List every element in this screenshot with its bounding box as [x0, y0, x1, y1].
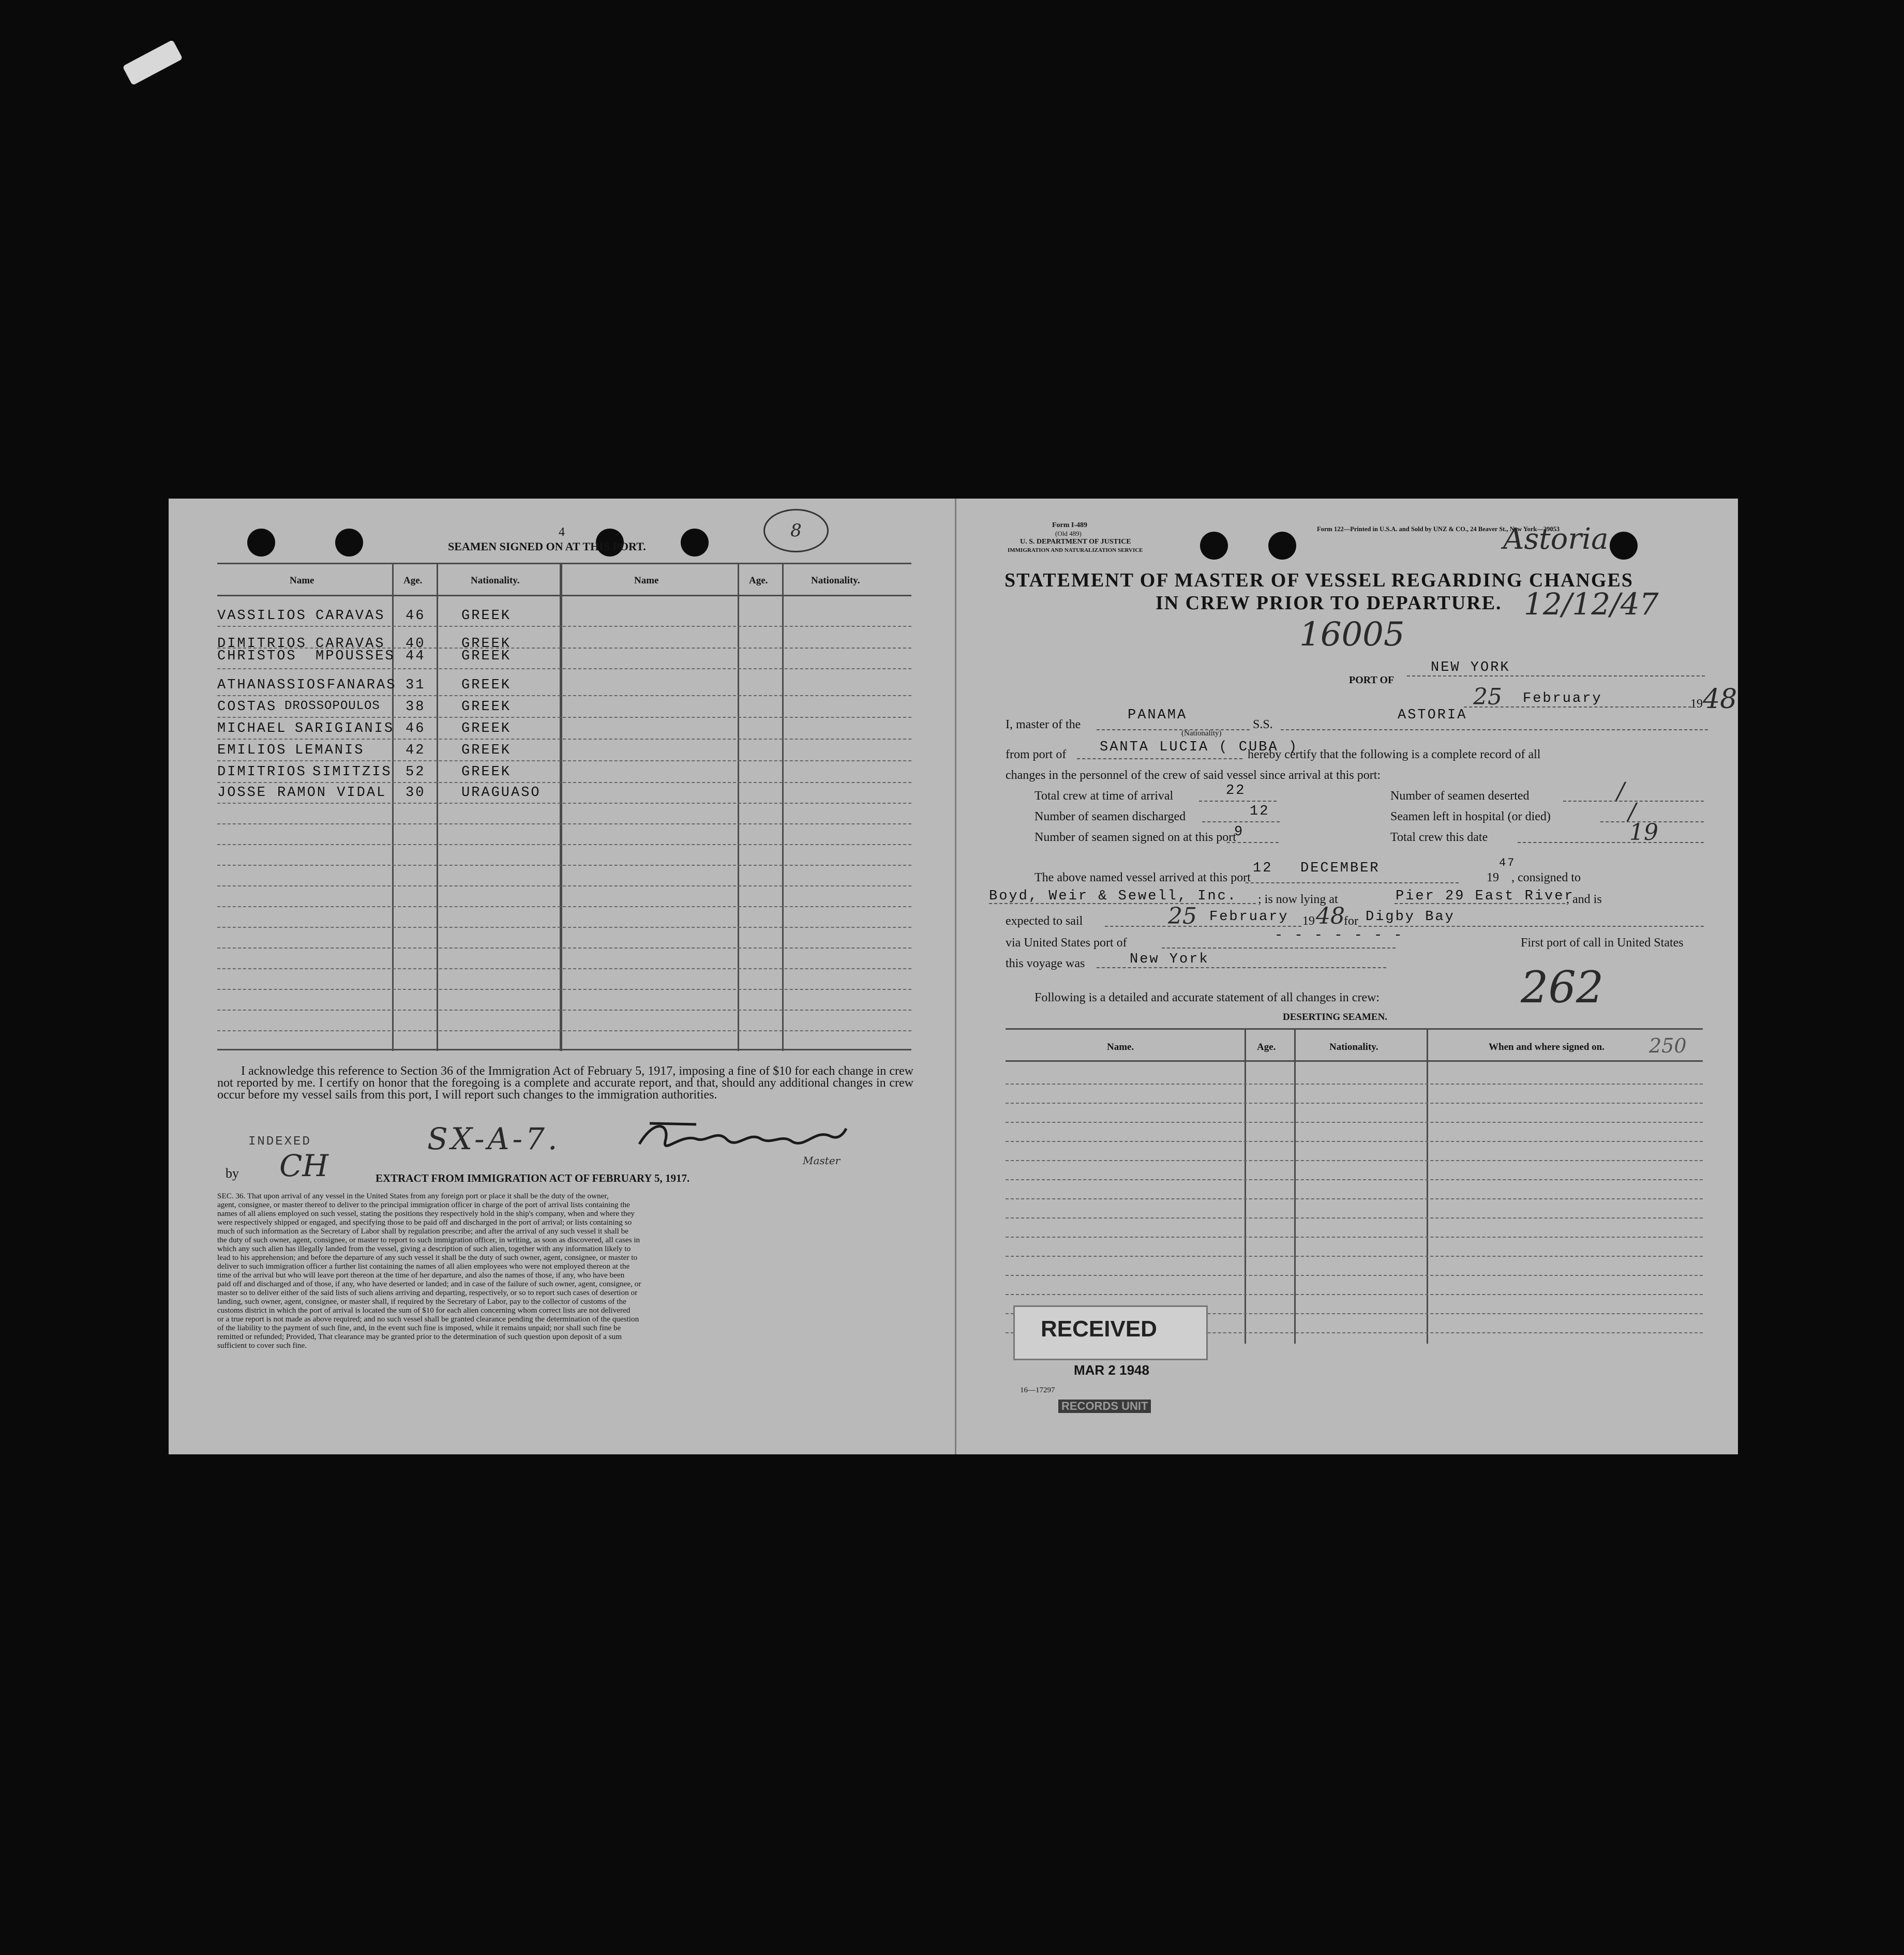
voyage-value: New York	[1130, 952, 1209, 967]
seamen-hospital-value: /	[1628, 799, 1636, 825]
table-row	[1006, 1141, 1703, 1161]
table-row: MICHAEL SARIGIANIS 46 GREEK	[217, 718, 911, 740]
handwritten-date: 12/12/47	[1524, 586, 1659, 622]
vessel-name: ASTORIA	[1398, 708, 1467, 723]
total-crew-date-label: Total crew this date	[1390, 831, 1488, 844]
col-header-nationality: Nationality.	[1329, 1042, 1378, 1052]
table-row	[1006, 1256, 1703, 1276]
consigned-label: , consigned to	[1511, 871, 1581, 884]
handwritten-number: 16005	[1299, 615, 1405, 654]
changes-text: changes in the personnel of the crew of said vessel since arrival at this port:	[1006, 769, 1381, 782]
received-date: MAR 2 1948	[1074, 1362, 1149, 1378]
master-signature	[634, 1113, 851, 1160]
handwritten-top: Astoria	[1503, 522, 1609, 556]
from-port-value: SANTA LUCIA ( CUBA )	[1100, 740, 1299, 755]
expected-day: 25	[1168, 903, 1197, 929]
table-row	[217, 844, 911, 866]
date-year: 48	[1703, 684, 1737, 715]
arrived-month: DECEMBER	[1300, 861, 1380, 876]
from-port-label: from port of	[1006, 748, 1067, 761]
table-row	[1006, 1103, 1703, 1123]
table-row	[217, 823, 911, 845]
nationality-value: PANAMA	[1128, 708, 1188, 723]
col-header-age: Age.	[403, 575, 423, 586]
extract-title: EXTRACT FROM IMMIGRATION ACT OF FEBRUARY 5, 1917.	[376, 1172, 690, 1184]
total-crew-arrival-value: 22	[1226, 783, 1246, 799]
for-label: for	[1344, 914, 1358, 928]
records-unit-stamp: RECORDS UNIT	[1058, 1400, 1151, 1413]
department: U. S. DEPARTMENT OF JUSTICE	[1020, 538, 1131, 546]
total-crew-date-value: 19	[1629, 819, 1658, 846]
indexed-stamp: INDEXED	[248, 1135, 311, 1149]
col-header-name: Name.	[1107, 1042, 1134, 1052]
table-row	[1006, 1160, 1703, 1180]
indexed-by-label: by	[226, 1166, 239, 1181]
circled-mark: 8	[763, 509, 829, 552]
document-sheet	[169, 499, 1738, 1454]
seamen-deserted-value: /	[1617, 778, 1625, 804]
date-day: 25	[1473, 684, 1502, 710]
table-row	[217, 803, 911, 824]
page-fold	[955, 499, 956, 1454]
seamen-hospital-label: Seamen left in hospital (or died)	[1390, 810, 1551, 823]
form-code: 16—17297	[1020, 1386, 1055, 1394]
master-of-label: I, master of the	[1006, 718, 1081, 731]
table-row	[1006, 1122, 1703, 1142]
arrived-label: The above named vessel arrived at this port	[1035, 871, 1251, 884]
table-row	[217, 865, 911, 886]
punch-hole	[335, 529, 363, 557]
certify-text: hereby certify that the following is a complete record of all	[1248, 748, 1541, 761]
table-row	[1006, 1084, 1703, 1104]
seamen-signed-table	[217, 563, 911, 1051]
col-header-nationality-2: Nationality.	[811, 575, 860, 586]
table-row	[217, 1010, 911, 1031]
punch-hole	[1610, 532, 1638, 560]
col-header-nationality: Nationality.	[471, 575, 520, 586]
col-header-age-2: Age.	[749, 575, 768, 586]
for-value: Digby Bay	[1366, 909, 1455, 925]
total-crew-arrival-label: Total crew at time of arrival	[1035, 789, 1174, 803]
table-row	[217, 989, 911, 1011]
seamen-signed-label: Number of seamen signed on at this port	[1035, 831, 1236, 844]
col-header-age: Age.	[1257, 1042, 1276, 1052]
via-value: - - - - - - -	[1275, 928, 1404, 943]
acknowledgement-text: I acknowledge this reference to Section 36 of the Immigration Act of February 5, 1917, imposing a fine of $10 for each change in crew not reported by me. I certify on honor that the foregoing is a complete and accurate report, and that, should any additional changes in crew occur before my vessel sails from this port, I will report such changes to the immigration authorities.	[217, 1064, 913, 1102]
expected-label: expected to sail	[1006, 914, 1083, 928]
received-stamp: RECEIVED	[1013, 1305, 1208, 1360]
col-header-signed-on: When and where signed on.	[1489, 1042, 1605, 1052]
table-row: ATHANASSIOS FANARAS 31 GREEK	[217, 674, 911, 696]
expected-month: February	[1209, 909, 1289, 925]
following-label: Following is a detailed and accurate statement of all changes in crew:	[1035, 991, 1380, 1004]
film-speck	[123, 40, 183, 86]
table-row	[1006, 1217, 1703, 1238]
deserting-seamen-label: DESERTING SEAMEN.	[1283, 1012, 1388, 1022]
form-old: (Old 489)	[1055, 530, 1082, 537]
table-row	[1006, 1237, 1703, 1257]
arrived-year: 47	[1499, 856, 1516, 869]
table-row: VASSILIOS CARAVAS 46 GREEK	[217, 605, 911, 627]
col-header-name: Name	[290, 575, 314, 586]
table-row	[217, 885, 911, 907]
table-row	[1006, 1198, 1703, 1219]
form-title-line2: IN CREW PRIOR TO DEPARTURE.	[1156, 592, 1502, 614]
and-is-label: , and is	[1566, 893, 1602, 906]
extract-body: SEC. 36. That upon arrival of any vessel in the United States from any foreign port or place it shall be the duty of the owner, agent, consignee, or master thereof to deliver to the principal immigration officer in charge of the port of arrival lists containing the names of all aliens employed on such vessel, stating the positions they respectively hold in the ship's company, when and where they were respectively shipped or engaged, and specifying those to be paid off and discharged in the port of arrival; or lists containing so much of such information as the Secretary of Labor shall by regulation prescribe; and after the arrival of any such vessel it shall be the duty of such owner, agent, consignee, or master to report to such immigration officer, in writing, as soon as discovered, all cases in which any such alien has illegally landed from the vessel, giving a description of such alien, together with any information likely to lead to his apprehension; and before the departure of any such vessel it shall be the duty of such owner, agent, consignee, or master to deliver to such immigration officer a further list containing the names of all alien employees who were not employed thereon at the time of the arrival but who will leave port thereon at the time of her departure, and also the names of those, if any, who have been paid off and discharged and of those, if any, who have deserted or landed; and in case of the failure of such owner, agent, consignee, or master so to deliver either of the said lists of such aliens arriving and departing, respectively, or so to report such cases of desertion or landing, such owner, agent, consignee, or master shall, if required by the Secretary of Labor, pay to the collector of customs of the customs district in which the port of arrival is located the sum of $10 for each alien concerning whom correct lists are not delivered or a true report is not made as above required; and no such vessel shall be granted clearance pending the determination of the question of the liability to the payment of such fine, and, in the event such fine is imposed, while it remains unpaid; nor shall such fine be remitted or refunded; Provided, That clearance may be granted prior to the determination of such question upon deposit of a sum sufficient to cover such fine.	[217, 1192, 641, 1350]
table-row: DIMITRIOS SIMITZIS 52 GREEK	[217, 761, 911, 783]
table-row	[1006, 1179, 1703, 1199]
handwritten-262: 262	[1521, 962, 1604, 1013]
port-label: PORT OF	[1349, 674, 1395, 686]
deserting-seamen-table	[1006, 1028, 1703, 1344]
expected-year-prefix: 19	[1302, 914, 1315, 928]
left-heading: SEAMEN SIGNED ON AT THIS PORT.	[448, 540, 646, 553]
col-header-name-2: Name	[634, 575, 659, 586]
punch-hole	[1200, 532, 1228, 560]
date-month: February	[1523, 691, 1602, 706]
service: IMMIGRATION AND NATURALIZATION SERVICE	[1008, 547, 1143, 553]
seamen-deserted-label: Number of seamen deserted	[1390, 789, 1530, 803]
punch-hole	[681, 529, 709, 557]
lying-value: Pier 29 East River	[1396, 889, 1575, 904]
master-label: Master	[803, 1154, 841, 1167]
printer-note: Form 122—Printed in U.S.A. and Sold by UNZ & CO., 24 Beaver St., New York—29053	[1317, 525, 1560, 533]
table-row: EMILIOS LEMANIS 42 GREEK	[217, 740, 911, 761]
seamen-discharged-value: 12	[1250, 804, 1270, 819]
seamen-signed-value: 9	[1234, 824, 1245, 840]
arrived-day: 12	[1253, 861, 1273, 876]
lying-label: ; is now lying at	[1258, 893, 1338, 906]
table-row	[1006, 1064, 1703, 1085]
nationality-caption: (Nationality)	[1181, 729, 1222, 738]
form-number: Form I-489	[1052, 521, 1088, 529]
date-year-prefix: 19	[1690, 697, 1703, 711]
arrived-year-prefix: 19	[1487, 871, 1499, 884]
page-number: 4	[559, 525, 565, 539]
ss-label: S.S.	[1253, 718, 1273, 731]
voyage-label: this voyage was	[1006, 957, 1085, 970]
table-row: COSTAS DROSSOPOULOS 38 GREEK	[217, 696, 911, 718]
port-value: NEW YORK	[1431, 660, 1510, 675]
sx-mark: SX-A-7.	[427, 1121, 561, 1156]
table-row: DIMITRIOS CARAVAS 40 GREEK	[217, 636, 911, 649]
handwritten-margin: 250	[1649, 1034, 1687, 1057]
expected-year: 48	[1316, 903, 1345, 929]
first-port-label: First port of call in United States	[1521, 936, 1684, 950]
punch-hole	[1268, 532, 1296, 560]
table-row	[217, 968, 911, 990]
punch-hole	[247, 529, 275, 557]
form-title-line1: STATEMENT OF MASTER OF VESSEL REGARDING CHANGES	[1005, 569, 1633, 591]
indexed-initials: CH	[279, 1148, 328, 1183]
consignee: Boyd, Weir & Sewell, Inc.	[989, 889, 1238, 904]
table-row: JOSSE RAMON VIDAL 30 URAGUASO	[217, 782, 911, 804]
table-row	[1006, 1275, 1703, 1295]
table-row: CHRISTOS MPOUSSES 44 GREEK	[217, 648, 911, 669]
seamen-discharged-label: Number of seamen discharged	[1035, 810, 1186, 823]
table-row	[217, 906, 911, 928]
via-label: via United States port of	[1006, 936, 1127, 950]
table-row	[217, 948, 911, 969]
table-row	[217, 927, 911, 949]
